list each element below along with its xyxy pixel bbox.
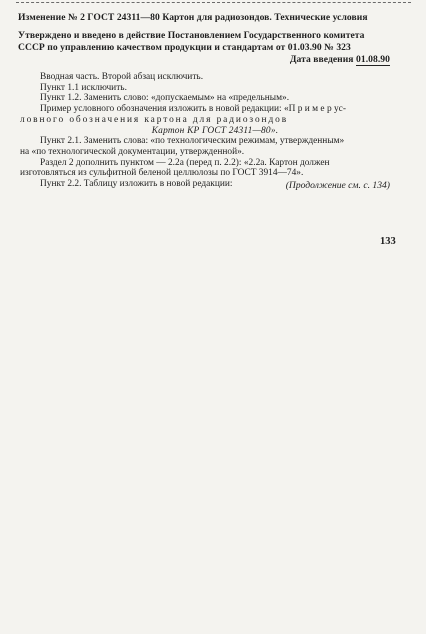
continuation-note: (Продолжение см. с. 134) xyxy=(285,180,390,191)
paragraph-2-1-line1: Пункт 2.1. Заменить слова: «по технологическим режимам, утвержденным» xyxy=(40,136,345,147)
paragraph-1-1: Пункт 1.1 исключить. xyxy=(40,82,127,93)
paragraph-example-designation: Картон КР ГОСТ 24311—80». xyxy=(151,125,279,136)
paragraph-2-2a-line2: изготовляться из сульфитной беленой целлюлозы по ГОСТ 3914—74». xyxy=(20,168,304,179)
document-body xyxy=(20,72,390,190)
effective-date-label: Дата введения xyxy=(289,54,354,65)
paragraph-2-2: Пункт 2.2. Таблицу изложить в новой редакции: xyxy=(40,179,233,190)
paragraph-example-line2: ловного обозначения картона для радиозондов xyxy=(20,114,289,125)
approval-line-2: СССР по управлению качеством продукции и стандартам от 01.03.90 № 323 xyxy=(18,42,351,53)
effective-date-line xyxy=(18,54,390,66)
paragraph-1-2: Пункт 1.2. Заменить слово: «допускаемым» на «предельным». xyxy=(40,93,290,104)
top-rule xyxy=(16,2,411,3)
page-number: 133 xyxy=(380,236,396,247)
amendment-title: Изменение № 2 ГОСТ 24311—80 Картон для радиозондов. Технические условия xyxy=(18,12,368,23)
effective-date-value: 01.08.90 xyxy=(356,54,390,65)
approval-line-1: Утверждено и введено в действие Постановлением Государственного комитета xyxy=(18,30,365,41)
paragraph-2-2a-line1: Раздел 2 дополнить пунктом — 2.2а (перед п. 2.2): «2.2а. Картон должен xyxy=(40,157,330,168)
paragraph-example-line1: Пример условного обозначения изложить в новой редакции: «П р и м е р ус- xyxy=(40,104,346,115)
document-header xyxy=(18,12,390,66)
paragraph-intro: Вводная часть. Второй абзац исключить. xyxy=(40,72,204,82)
paragraph-2-1-line2: на «по технологической документации, утвержденной». xyxy=(20,146,245,157)
